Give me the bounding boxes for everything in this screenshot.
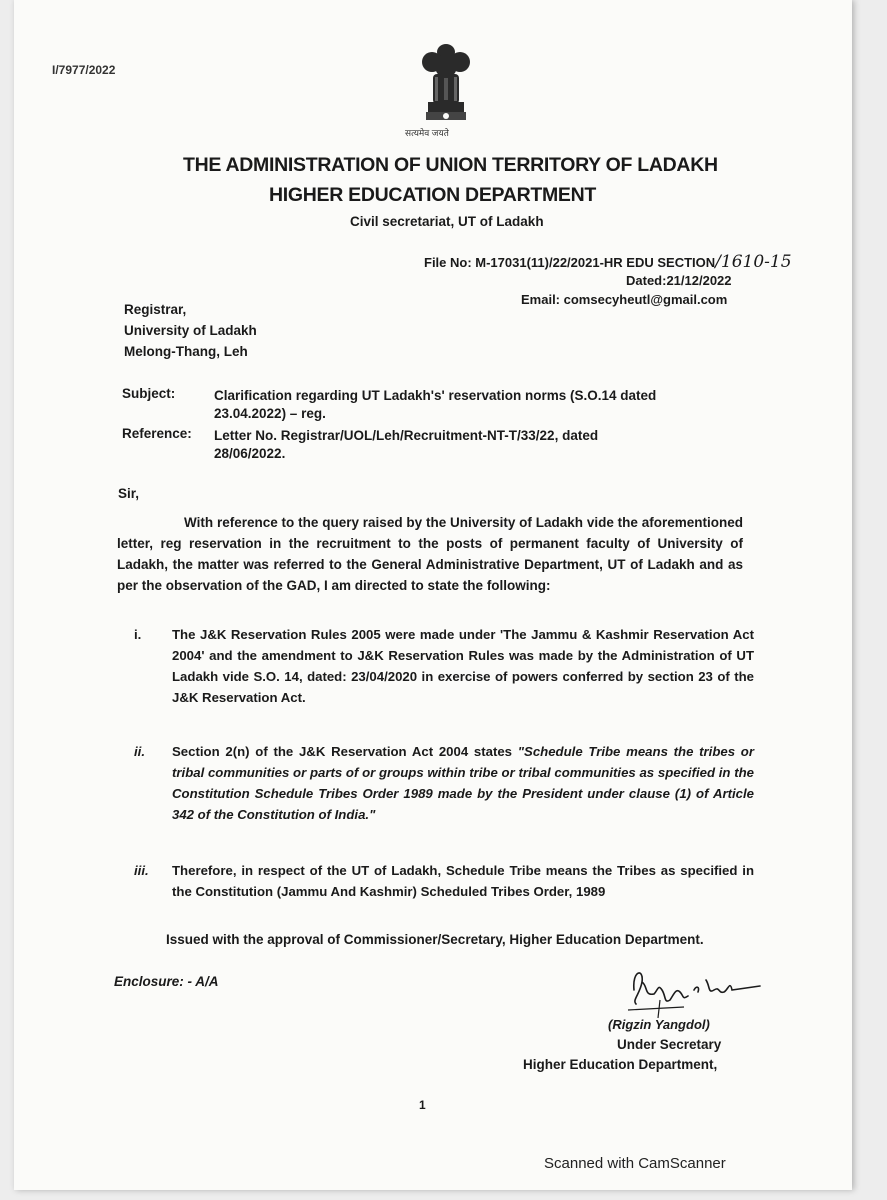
clause-number: ii. <box>134 744 145 759</box>
letter-date: Dated:21/12/2022 <box>626 273 732 288</box>
clause-text: The J&K Reservation Rules 2005 were made under 'The Jammu & Kashmir Reservation Act 2004' and the amendment to J&K Reservation Rules was made by the Administration of UT Ladakh vide S.O. 14, dated: 23/04/2020 in exercise of powers conferred by section 23 of the J&K Reservation Act. <box>172 627 754 705</box>
file-number-text: File No: M-17031(11)/22/2021-HR EDU SECTION <box>424 255 716 270</box>
recipient-line-3: Melong-Thang, Leh <box>124 344 248 359</box>
reference-line-2: 28/06/2022. <box>214 446 286 461</box>
salutation: Sir, <box>118 486 140 501</box>
national-emblem-icon <box>406 40 486 140</box>
file-number <box>424 252 792 272</box>
signatory-name: (Rigzin Yangdol) <box>608 1017 710 1032</box>
recipient-line-1: Registrar, <box>124 302 187 317</box>
contact-email: Email: comsecyheutl@gmail.com <box>521 292 728 307</box>
subject-line-2: 23.04.2022) – reg. <box>214 406 326 421</box>
clause-item <box>134 624 754 714</box>
scanner-watermark: Scanned with CamScanner <box>544 1155 726 1172</box>
clause-item <box>134 741 754 831</box>
reference-line-1: Letter No. Registrar/UOL/Leh/Recruitment-NT-T/33/22, dated <box>214 428 599 443</box>
clause-number: iii. <box>134 863 149 878</box>
enclosure-note: Enclosure: - A/A <box>114 974 219 989</box>
subject-line-1: Clarification regarding UT Ladakh's' reservation norms (S.O.14 dated <box>214 388 657 403</box>
approval-note: Issued with the approval of Commissioner/Secretary, Higher Education Department. <box>166 932 704 947</box>
handwritten-signature <box>614 960 764 1020</box>
subject-label: Subject: <box>122 386 176 401</box>
signatory-department: Higher Education Department, <box>523 1057 718 1072</box>
organization-title: THE ADMINISTRATION OF UNION TERRITORY OF LADAKH <box>183 154 718 176</box>
reference-label: Reference: <box>122 426 192 441</box>
document-reference-number: I/7977/2022 <box>52 63 116 77</box>
clause-text: Therefore, in respect of the UT of Ladakh, Schedule Tribe means the Tribes as specified in the Constitution (Jammu And Kashmir) Scheduled Tribes Order, 1989 <box>172 863 754 899</box>
document-page <box>14 0 852 1190</box>
clause-text-plain: Section 2(n) of the J&K Reservation Act 2004 states <box>172 744 518 759</box>
department-title: HIGHER EDUCATION DEPARTMENT <box>269 184 597 206</box>
signatory-title: Under Secretary <box>617 1037 722 1052</box>
clause-number: i. <box>134 627 142 642</box>
emblem-motto: सत्यमेव जयते <box>405 128 449 138</box>
handwritten-file-suffix: /1610-15 <box>715 252 792 272</box>
clause-item <box>134 860 754 906</box>
recipient-line-2: University of Ladakh <box>124 323 257 338</box>
intro-paragraph <box>117 512 743 596</box>
office-location: Civil secretariat, UT of Ladakh <box>350 214 544 229</box>
clause-text-quote: "Schedule Tribe means the tribes or tribal communities or parts of or groups within tribe or tribal communities as specified in the Constitution Schedule Tribes Order 1989 made by the President under clause (1) of Article 342 of the Constitution of India." <box>172 744 754 822</box>
page-number: 1 <box>419 1098 426 1112</box>
clause-text <box>172 741 754 825</box>
intro-text: With reference to the query raised by the University of Ladakh vide the aforementioned letter, reg reservation in the recruitment to the posts of permanent faculty of University of Ladakh, the matter was referred to the General Administrative Department, UT of Ladakh and as per the observation of the GAD, I am directed to state the following: <box>117 515 743 593</box>
